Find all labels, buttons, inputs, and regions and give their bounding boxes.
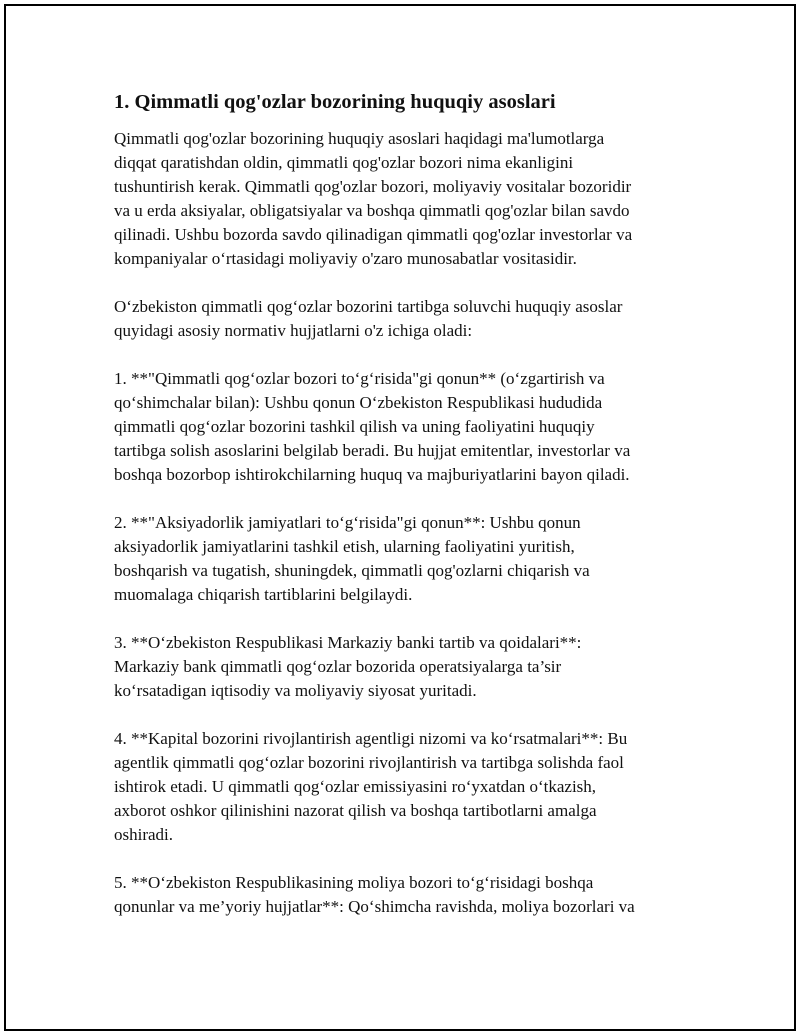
paragraph-legal-basis xyxy=(114,295,694,343)
text-line: quyidagi asosiy normativ hujjatlarni o'z ichiga oladi: xyxy=(114,321,473,340)
text-line: 3. **O‘zbekiston Respublikasi Markaziy banki tartib va qoidalari**: xyxy=(114,633,582,652)
text-line: axborot oshkor qilinishini nazorat qilish va boshqa tartibotlarni amalga xyxy=(114,801,597,820)
text-line: qimmatli qog‘ozlar bozorini tashkil qilish va uning faoliyatini huquqiy xyxy=(114,417,595,436)
list-item-2 xyxy=(114,511,694,607)
paragraph-intro xyxy=(114,127,694,271)
list-item-1 xyxy=(114,367,694,487)
text-line: agentlik qimmatli qog‘ozlar bozorini rivojlantirish va tartibga solishda faol xyxy=(114,753,624,772)
text-line: Markaziy bank qimmatli qog‘ozlar bozorida operatsiyalarga ta’sir xyxy=(114,657,562,676)
text-line: diqqat qaratishdan oldin, qimmatli qog'ozlar bozori nima ekanligini xyxy=(114,153,574,172)
text-line: 4. **Kapital bozorini rivojlantirish agentligi nizomi va ko‘rsatmalari**: Bu xyxy=(114,729,628,748)
text-line: 2. **"Aksiyadorlik jamiyatlari to‘g‘risida"gi qonun**: Ushbu qonun xyxy=(114,513,581,532)
text-line: aksiyadorlik jamiyatlarini tashkil etish, ularning faoliyatini yuritish, xyxy=(114,537,575,556)
list-item-5 xyxy=(114,871,694,919)
text-line: kompaniyalar o‘rtasidagi moliyaviy o'zaro munosabatlar vositasidir. xyxy=(114,249,577,268)
text-line: qonunlar va me’yoriy hujjatlar**: Qo‘shimcha ravishda, moliya bozorlari va xyxy=(114,897,635,916)
text-line: oshiradi. xyxy=(114,825,174,844)
text-line: ishtirok etadi. U qimmatli qog‘ozlar emissiyasini ro‘yxatdan o‘tkazish, xyxy=(114,777,597,796)
text-line: 1. **"Qimmatli qog‘ozlar bozori to‘g‘risida"gi qonun** (o‘zgartirish va xyxy=(114,369,605,388)
text-line: tushuntirish kerak. Qimmatli qog'ozlar bozori, moliyaviy vositalar bozoridir xyxy=(114,177,632,196)
text-line: qo‘shimchalar bilan): Ushbu qonun O‘zbekiston Respublikasi hududida xyxy=(114,393,603,412)
text-line: muomalaga chiqarish tartiblarini belgilaydi. xyxy=(114,585,413,604)
text-line: O‘zbekiston qimmatli qog‘ozlar bozorini tartibga soluvchi huquqiy asoslar xyxy=(114,297,623,316)
text-line: boshqa bozorbop ishtirokchilarning huquq va majburiyatlarini bayon qiladi. xyxy=(114,465,630,484)
document-title: 1. Qimmatli qog'ozlar bozorining huquqiy asoslari xyxy=(114,91,556,113)
text-line: boshqarish va tugatish, shuningdek, qimmatli qog'ozlarni chiqarish va xyxy=(114,561,590,580)
text-line: tartibga solish asoslarini belgilab beradi. Bu hujjat emitentlar, investorlar va xyxy=(114,441,631,460)
list-item-4 xyxy=(114,727,694,847)
list-item-3 xyxy=(114,631,694,703)
document-body xyxy=(114,88,694,943)
text-line: ko‘rsatadigan iqtisodiy va moliyaviy siyosat yuritadi. xyxy=(114,681,477,700)
text-line: 5. **O‘zbekiston Respublikasining moliya bozori to‘g‘risidagi boshqa xyxy=(114,873,594,892)
text-line: qilinadi. Ushbu bozorda savdo qilinadigan qimmatli qog'ozlar investorlar va xyxy=(114,225,633,244)
text-line: va u erda aksiyalar, obligatsiyalar va boshqa qimmatli qog'ozlar bilan savdo xyxy=(114,201,630,220)
text-line: Qimmatli qog'ozlar bozorining huquqiy asoslari haqidagi ma'lumotlarga xyxy=(114,129,605,148)
